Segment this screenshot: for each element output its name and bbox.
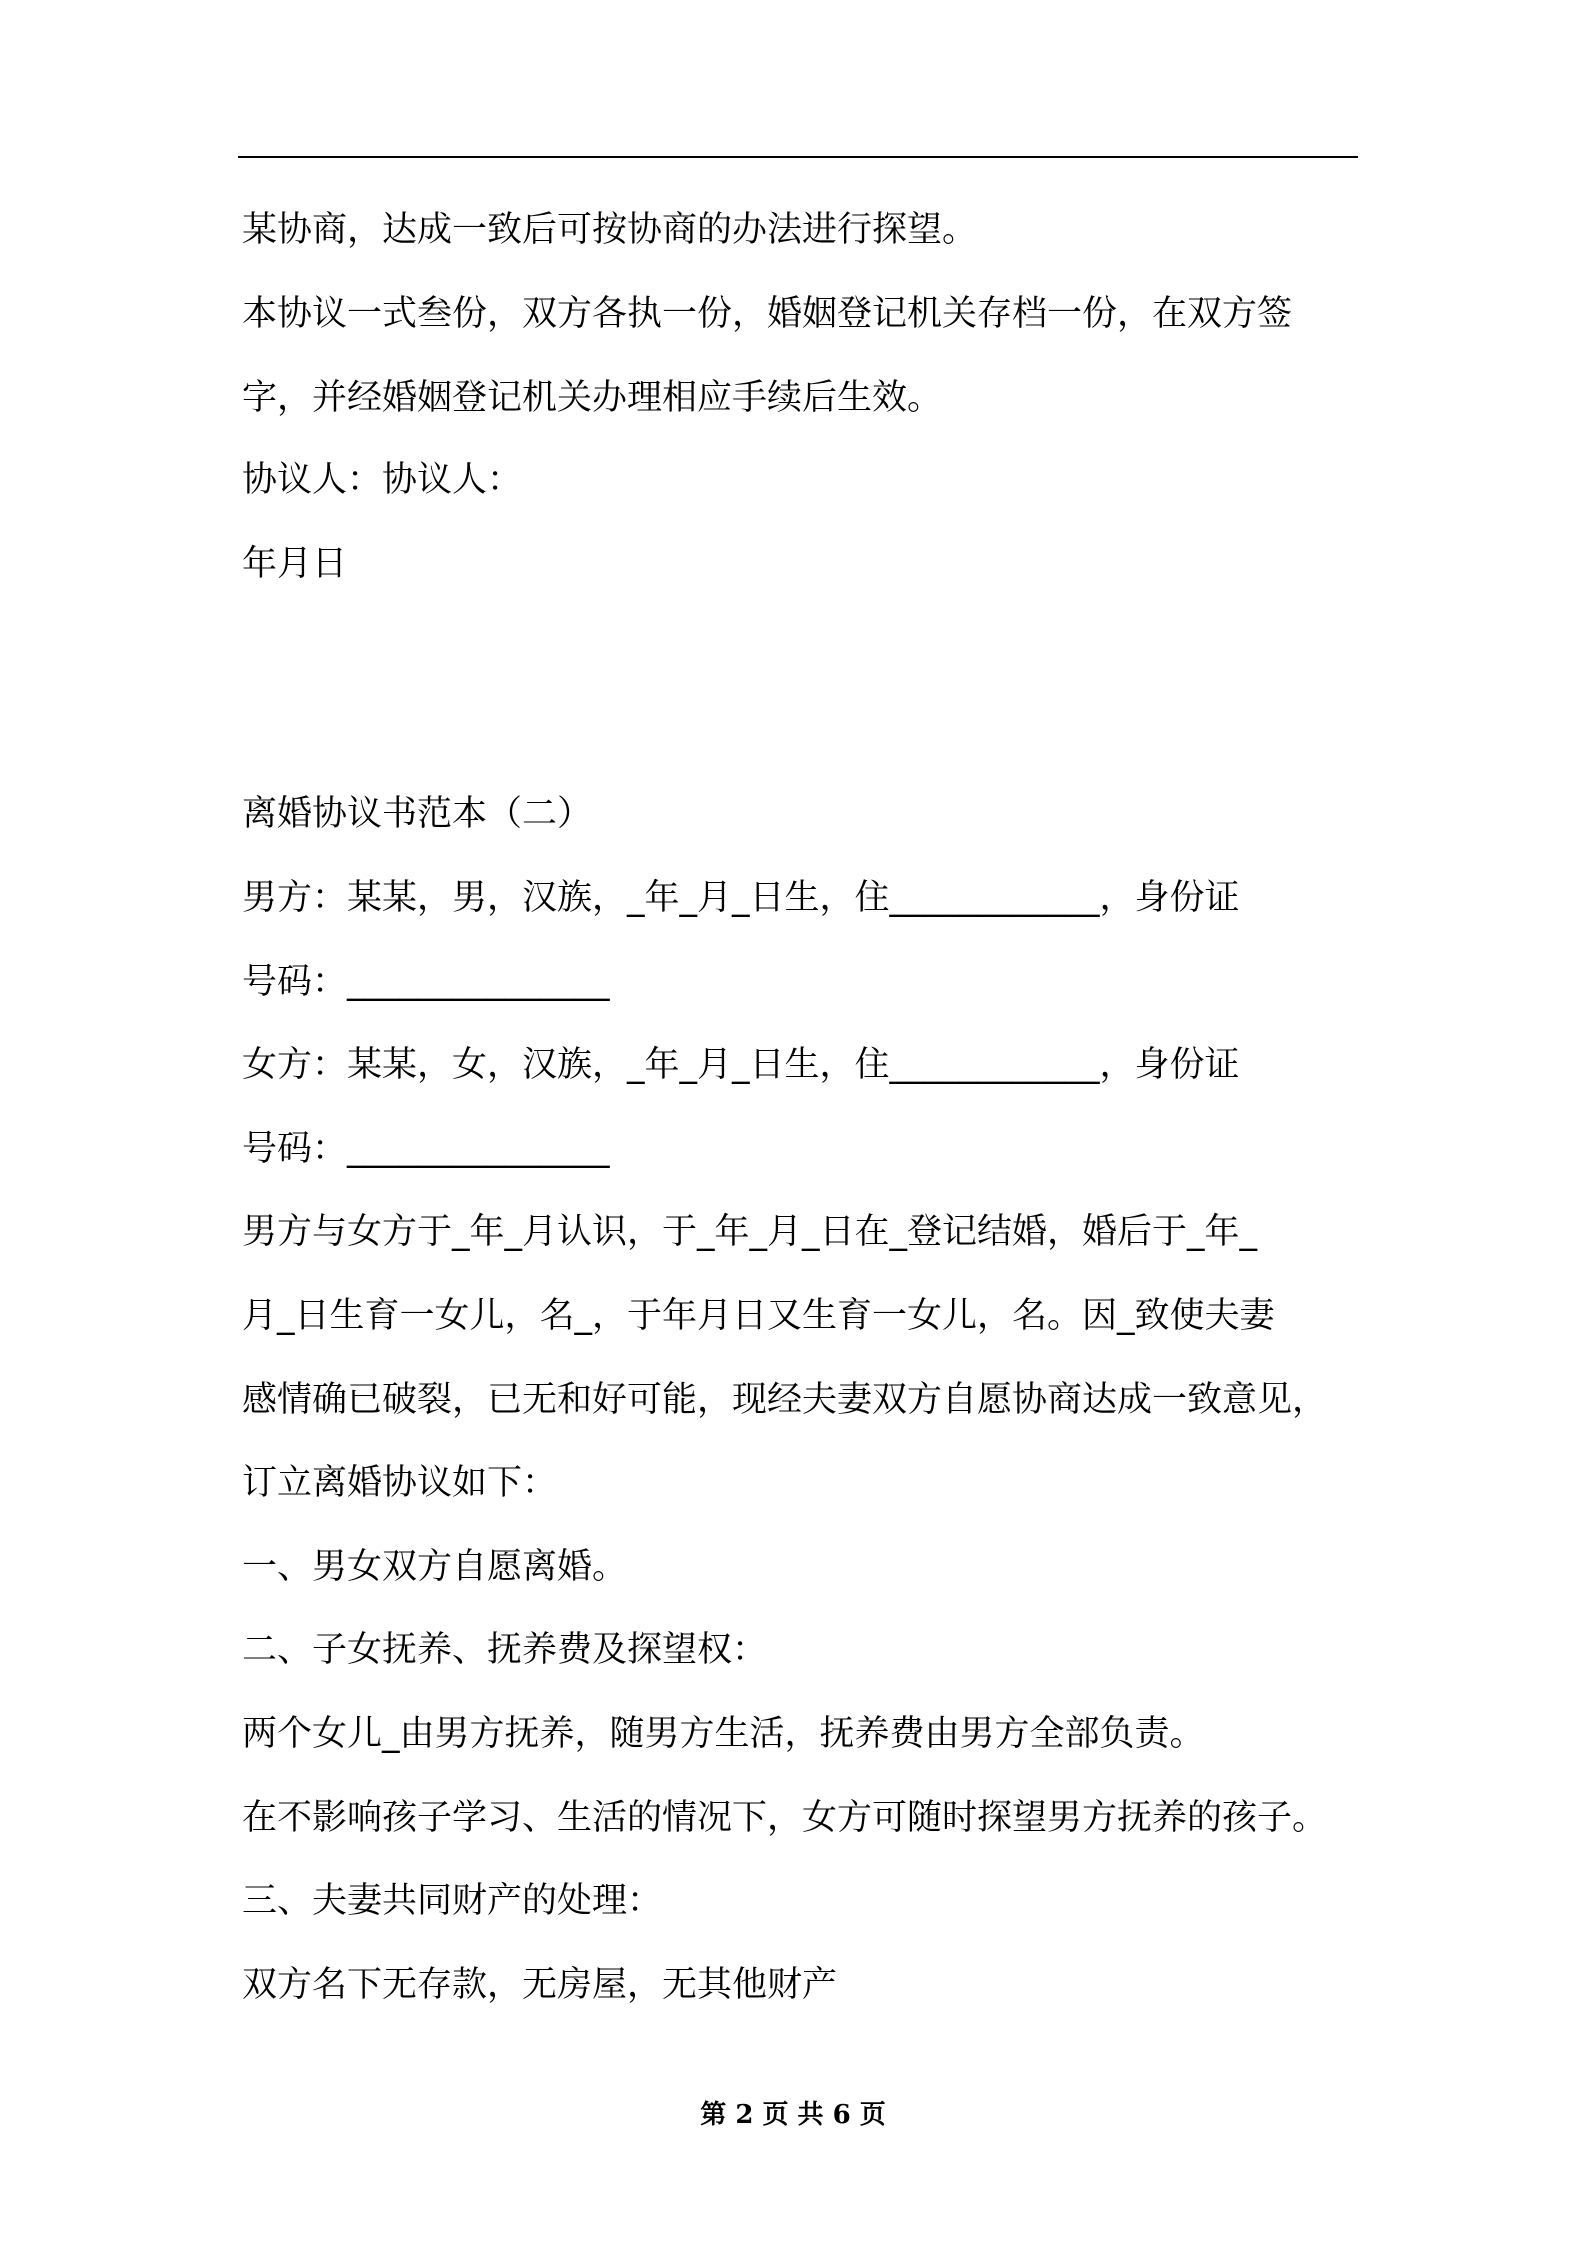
section-title: 离婚协议书范本（二） <box>242 794 593 834</box>
paragraph-line: 字，并经婚姻登记机关办理相应手续后生效。 <box>242 378 943 418</box>
paragraph-line: 本协议一式叁份，双方各执一份，婚姻登记机关存档一份，在双方签 <box>242 294 1293 334</box>
paragraph-line: 两个女儿_由男方抚养，随男方生活，抚养费由男方全部负责。 <box>242 1714 1205 1754</box>
clause-heading: 二、子女抚养、抚养费及探望权： <box>242 1630 768 1670</box>
clause-heading: 三、夫妻共同财产的处理： <box>242 1881 663 1921</box>
paragraph-line: 号码：_______________ <box>242 962 610 1002</box>
signature-line: 协议人：协议人： <box>242 460 523 500</box>
paragraph-line: 双方名下无存款，无房屋，无其他财产 <box>242 1965 838 2005</box>
header-rule <box>238 156 1358 158</box>
paragraph-line: 订立离婚协议如下： <box>242 1463 558 1503</box>
page-number: 第 2 页 共 6 页 <box>700 2100 886 2130</box>
paragraph-line: 月_日生育一女儿，名_，于年月日又生育一女儿，名。因_致使夫妻 <box>242 1296 1275 1336</box>
paragraph-line: 感情确已破裂，已无和好可能，现经夫妻双方自愿协商达成一致意见， <box>242 1380 1328 1420</box>
date-line: 年月日 <box>242 544 348 584</box>
paragraph-line: 男方与女方于_年_月认识，于_年_月_日在_登记结婚，婚后于_年_ <box>242 1212 1258 1252</box>
paragraph-line: 女方：某某，女，汉族，_年_月_日生，住____________，身份证 <box>242 1045 1240 1085</box>
paragraph-line: 号码：_______________ <box>242 1129 610 1169</box>
paragraph-line: 在不影响孩子学习、生活的情况下，女方可随时探望男方抚养的孩子。 <box>242 1798 1328 1838</box>
paragraph-line: 某协商，达成一致后可按协商的办法进行探望。 <box>242 210 978 250</box>
paragraph-line: 男方：某某，男，汉族，_年_月_日生，住____________，身份证 <box>242 878 1240 918</box>
clause-heading: 一、男女双方自愿离婚。 <box>242 1547 628 1587</box>
